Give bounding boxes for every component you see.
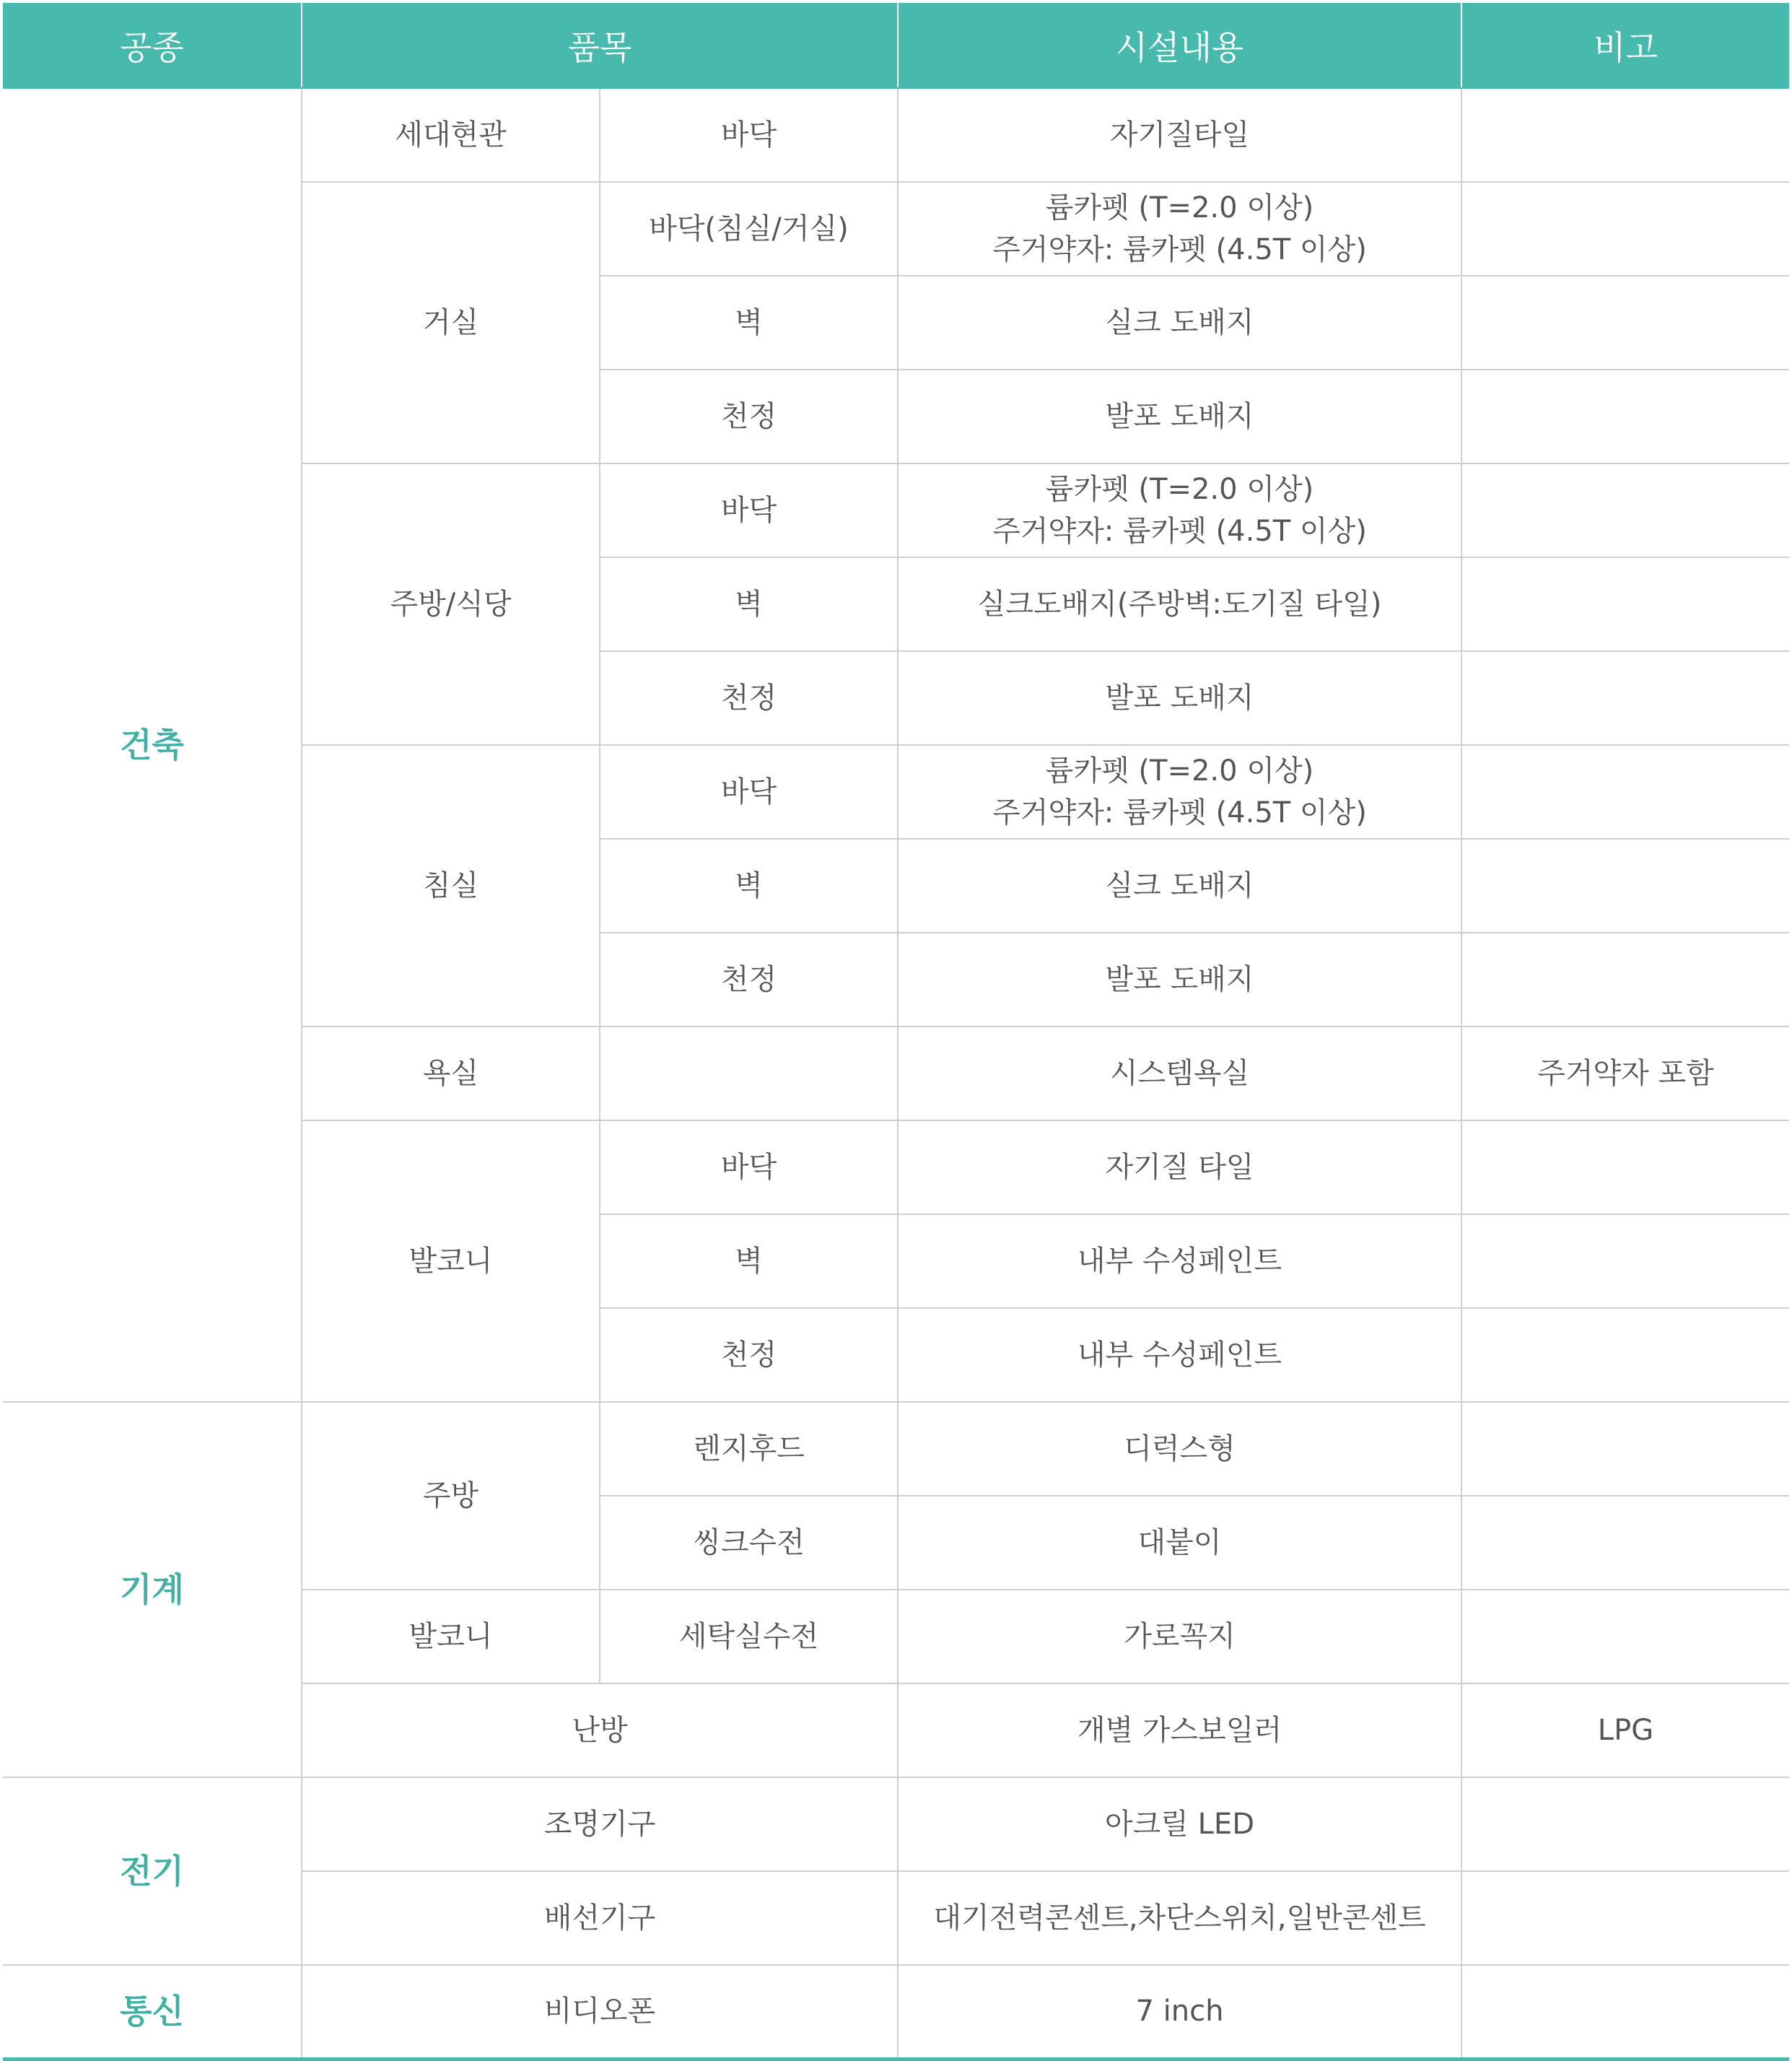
item-cell: 비디오폰 <box>302 1965 898 2059</box>
content-cell: 대기전력콘센트,차단스위치,일반콘센트 <box>898 1871 1461 1965</box>
part-cell: 천정 <box>600 370 898 463</box>
content-cell: 발포 도배지 <box>898 651 1461 745</box>
part-cell: 벽 <box>600 276 898 370</box>
content-cell: 내부 수성페인트 <box>898 1214 1461 1308</box>
category-architecture: 건축 <box>3 88 302 1402</box>
room-cell: 욕실 <box>302 1027 600 1120</box>
part-cell: 바닥 <box>600 88 898 182</box>
note-cell <box>1461 1965 1789 2059</box>
content-cell <box>898 745 1461 839</box>
part-cell: 천정 <box>600 651 898 745</box>
part-cell: 바닥 <box>600 1120 898 1214</box>
part-cell: 바닥 <box>600 463 898 557</box>
content-cell: 아크릴 LED <box>898 1777 1461 1871</box>
content-line: 주거약자: 륨카펫 (4.5T 이상) <box>992 796 1367 829</box>
note-cell <box>1461 745 1789 839</box>
item-cell: 조명기구 <box>302 1777 898 1871</box>
part-cell: 세탁실수전 <box>600 1590 898 1683</box>
content-line: 륨카펫 (T=2.0 이상) <box>1045 191 1314 225</box>
part-cell <box>600 1027 898 1120</box>
note-cell <box>1461 1777 1789 1871</box>
content-cell: 자기질타일 <box>898 88 1461 182</box>
part-cell: 벽 <box>600 1214 898 1308</box>
note-cell <box>1461 1496 1789 1590</box>
note-cell <box>1461 88 1789 182</box>
content-cell: 시스템욕실 <box>898 1027 1461 1120</box>
part-cell: 렌지후드 <box>600 1402 898 1496</box>
content-line: 주거약자: 륨카펫 (4.5T 이상) <box>992 233 1367 266</box>
note-cell <box>1461 1120 1789 1214</box>
part-cell: 벽 <box>600 557 898 651</box>
note-cell <box>1461 1871 1789 1965</box>
category-mechanical: 기계 <box>3 1402 302 1777</box>
content-cell: 대붙이 <box>898 1496 1461 1590</box>
item-cell: 난방 <box>302 1683 898 1777</box>
part-cell: 바닥 <box>600 745 898 839</box>
content-cell: 디럭스형 <box>898 1402 1461 1496</box>
part-cell: 벽 <box>600 839 898 933</box>
content-cell: 자기질 타일 <box>898 1120 1461 1214</box>
content-cell: 개별 가스보일러 <box>898 1683 1461 1777</box>
room-cell: 주방 <box>302 1402 600 1590</box>
item-cell: 배선기구 <box>302 1871 898 1965</box>
note-cell <box>1461 1308 1789 1402</box>
note-cell <box>1461 1590 1789 1683</box>
note-cell: LPG <box>1461 1683 1789 1777</box>
part-cell: 천정 <box>600 1308 898 1402</box>
content-cell: 실크도배지(주방벽:도기질 타일) <box>898 557 1461 651</box>
note-cell <box>1461 839 1789 933</box>
room-cell: 발코니 <box>302 1120 600 1402</box>
note-cell <box>1461 182 1789 276</box>
part-cell: 씽크수전 <box>600 1496 898 1590</box>
header-content: 시설내용 <box>898 3 1461 88</box>
note-cell <box>1461 1402 1789 1496</box>
room-cell: 세대현관 <box>302 88 600 182</box>
note-cell <box>1461 463 1789 557</box>
header-item: 품목 <box>302 3 898 88</box>
category-telecom: 통신 <box>3 1965 302 2059</box>
content-line: 륨카펫 (T=2.0 이상) <box>1045 754 1314 788</box>
content-cell: 7 inch <box>898 1965 1461 2059</box>
content-cell: 발포 도배지 <box>898 370 1461 463</box>
note-cell <box>1461 557 1789 651</box>
room-cell: 발코니 <box>302 1590 600 1683</box>
note-cell <box>1461 370 1789 463</box>
content-cell <box>898 182 1461 276</box>
header-row <box>3 3 1789 88</box>
content-cell: 실크 도배지 <box>898 839 1461 933</box>
note-cell <box>1461 933 1789 1027</box>
content-cell: 내부 수성페인트 <box>898 1308 1461 1402</box>
table-row <box>3 88 1789 182</box>
content-line: 륨카펫 (T=2.0 이상) <box>1045 473 1314 506</box>
room-cell: 주방/식당 <box>302 463 600 745</box>
note-cell <box>1461 651 1789 745</box>
content-line: 주거약자: 륨카펫 (4.5T 이상) <box>992 515 1367 548</box>
finish-spec-table <box>3 3 1789 2061</box>
table-row <box>3 1777 1789 1871</box>
part-cell: 천정 <box>600 933 898 1027</box>
category-electrical: 전기 <box>3 1777 302 1965</box>
content-cell <box>898 463 1461 557</box>
content-cell: 발포 도배지 <box>898 933 1461 1027</box>
room-cell: 침실 <box>302 745 600 1027</box>
header-note: 비고 <box>1461 3 1789 88</box>
note-cell: 주거약자 포함 <box>1461 1027 1789 1120</box>
table-row <box>3 1402 1789 1496</box>
content-cell: 가로꼭지 <box>898 1590 1461 1683</box>
note-cell <box>1461 276 1789 370</box>
table-row <box>3 1965 1789 2059</box>
content-cell: 실크 도배지 <box>898 276 1461 370</box>
header-trade: 공종 <box>3 3 302 88</box>
room-cell: 거실 <box>302 182 600 463</box>
note-cell <box>1461 1214 1789 1308</box>
part-cell: 바닥(침실/거실) <box>600 182 898 276</box>
